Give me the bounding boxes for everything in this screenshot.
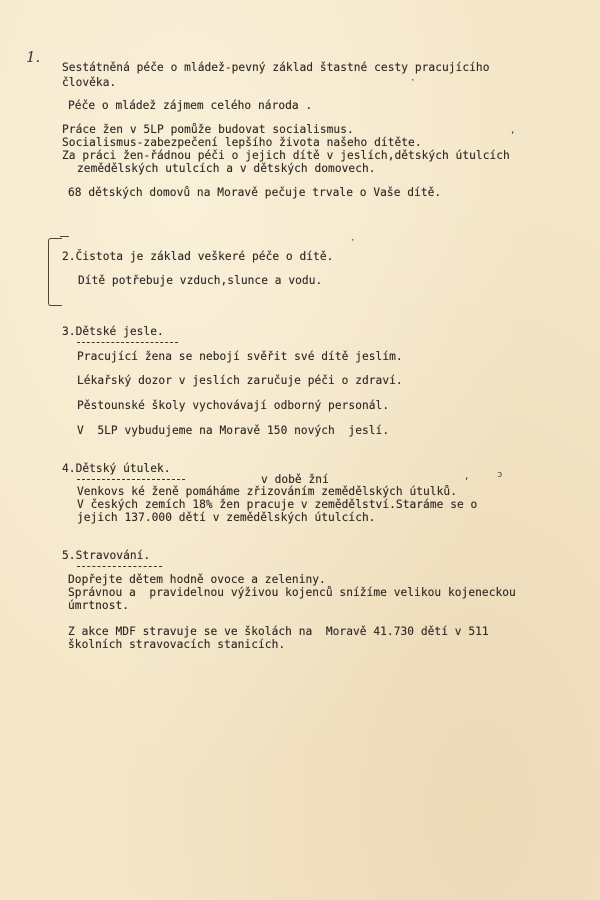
section-4-heading: 4.Dětský útulek. [62, 462, 171, 475]
intro-line-2: člověka. [62, 76, 117, 89]
ink-mark: · [350, 236, 356, 246]
section-5-line-1: Dopřejte dětem hodně ovoce a zeleniny. [68, 573, 326, 586]
intro-line-1: Sestátněná péče o mládež-pevný základ štastné cesty pracujícího [62, 61, 490, 74]
ink-mark: ɔ [497, 470, 503, 480]
work-line-1: Práce žen v 5LP pomůže budovat socialismus. [62, 123, 354, 136]
margin-bracket-tick [60, 236, 69, 237]
section-5-underline [77, 566, 162, 567]
section-3-line-3: Pěstounské školy vychovávají odborný personál. [77, 399, 390, 412]
work-line-3: Za práci žen-řádnou péči o jejich dítě v jeslích,dětských útulcích [62, 149, 510, 162]
section-3-line-4: V 5LP vybudujeme na Moravě 150 nových jeslí. [77, 424, 390, 437]
section-2-line-1: Dítě potřebuje vzduch,slunce a vodu. [78, 274, 323, 287]
section-4-line-1: Venkovs ké ženě pomáháme zřizováním zemědělských útulků. [77, 485, 457, 498]
work-line-2: Socialismus-zabezpečení lepšího života našeho dítěte. [62, 136, 422, 149]
section-4-line-3: jejich 137.000 dětí v zemědělských útulcích. [77, 511, 376, 524]
section-2-heading: 2.Čistota je základ veškeré péče o dítě. [62, 250, 334, 263]
ink-mark: · [410, 76, 416, 86]
work-line-4: zemědělských utulcích a v dětských domovech. [77, 162, 376, 175]
ink-mark: , [464, 472, 470, 482]
section-4-line-2: V českých zemích 18% žen pracuje v zemědělství.Staráme se o [77, 498, 478, 511]
section-3-line-1: Pracující žena se nebojí svěřit své dítě jeslím. [77, 350, 403, 363]
section-5-line-4: Z akce MDF stravuje se ve školách na Moravě 41.730 dětí v 511 [68, 625, 489, 638]
section-5-line-2: Správnou a pravidelnou výživou kojenců snížíme velikou kojeneckou [68, 586, 516, 599]
section-5-heading: 5.Stravování. [62, 549, 151, 562]
section-3-underline [77, 342, 178, 343]
section-5-line-5: školních stravovacích stanicích. [68, 638, 286, 651]
homes-line: 68 dětských domovů na Moravě pečuje trvale o Vaše dítě. [68, 186, 442, 199]
section-4-underline [77, 479, 185, 480]
page-number: 1. [26, 48, 41, 66]
section-3-line-2: Lékařský dozor v jeslích zaručuje péči o zdraví. [77, 374, 403, 387]
section-5-line-3: úmrtnost. [68, 599, 130, 612]
section-4-insert: v době žní [261, 473, 329, 486]
ink-mark: , [510, 126, 516, 136]
section-3-heading: 3.Dětské jesle. [62, 325, 164, 338]
care-line: Péče o mládež zájmem celého národa . [68, 99, 313, 112]
margin-bracket [48, 238, 62, 306]
